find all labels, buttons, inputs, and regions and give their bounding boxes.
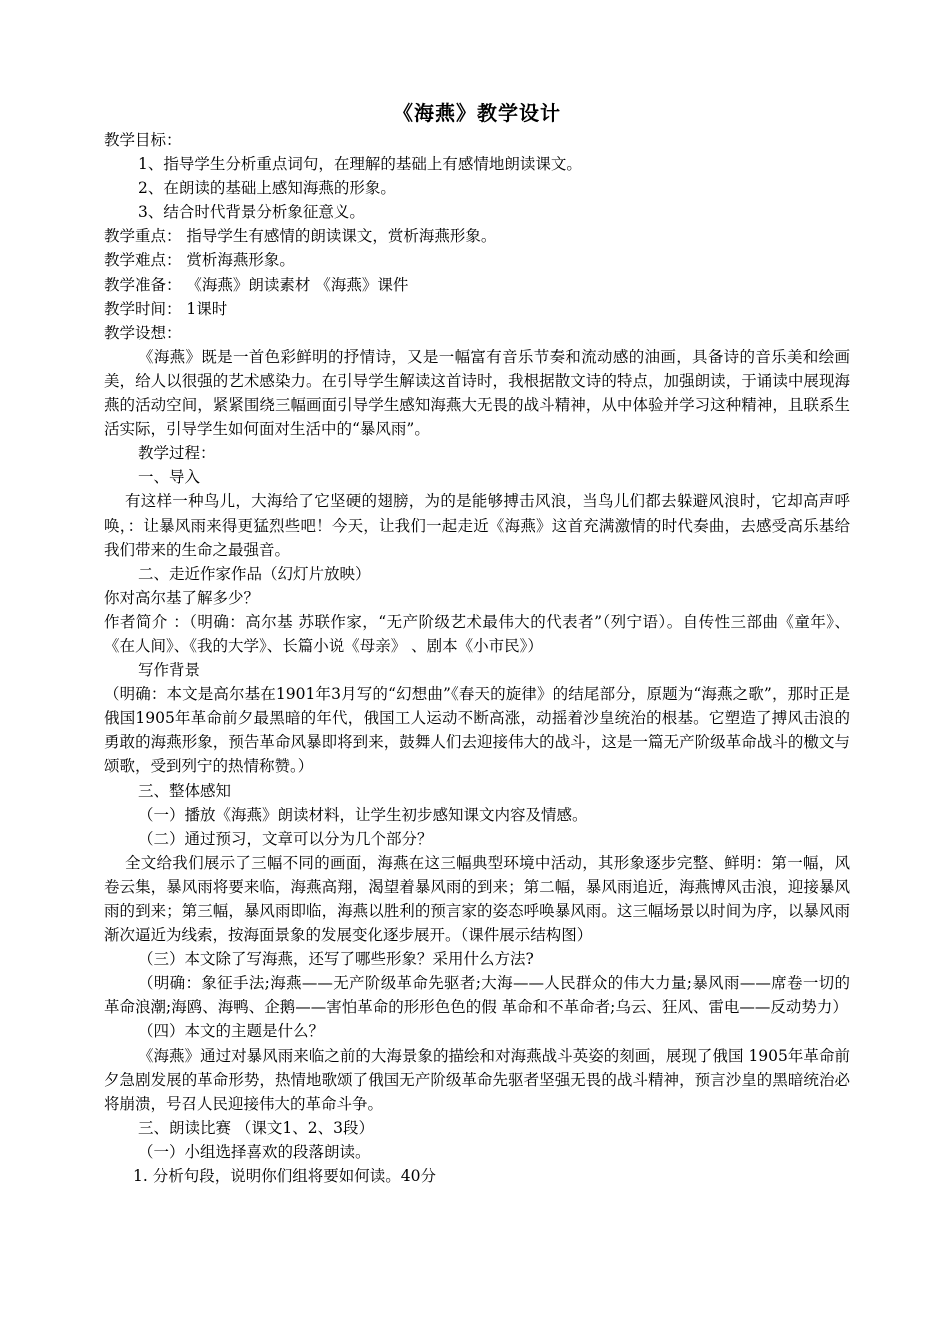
paragraph: （一）小组选择喜欢的段落朗读。 <box>138 1142 371 1161</box>
paragraph: 2、在朗读的基础上感知海燕的形象。 <box>138 179 396 198</box>
paragraph: 教学难点： 赏析海燕形象。 <box>104 251 295 270</box>
paragraph: 1. 分析句段，说明你们组将要如何读。40分 <box>133 1167 436 1186</box>
paragraph: （二）通过预习，文章可以分为几个部分？ <box>138 829 433 848</box>
paragraph: 有这样一种鸟儿，大海给了它坚硬的翅膀，为的是能够搏击风浪，当鸟儿们都去躲避风浪时，它却高声呼唤，：让暴风雨来得更猛烈些吧！今天，让我们一起走近《海燕》这首充满激情的时代奏曲，去感受高乐基给我们带来的生命之最强音。 <box>104 492 850 559</box>
paragraph: （四）本文的主题是什么？ <box>138 1022 325 1041</box>
paragraph: 一、导入 <box>138 468 201 487</box>
paragraph: 写作背景 <box>138 661 201 680</box>
paragraph: 3、结合时代背景分析象征意义。 <box>138 203 365 222</box>
paragraph: （一）播放《海燕》朗读材料，让学生初步感知课文内容及情感。 <box>138 805 588 824</box>
paragraph: 三、朗读比赛 （课文1、2、3段） <box>138 1118 375 1137</box>
paragraph: 教学时间： 1课时 <box>104 299 228 318</box>
paragraph: 教学重点： 指导学生有感情的朗读课文，赏析海燕形象。 <box>104 227 497 246</box>
paragraph: 教学过程： <box>138 444 216 463</box>
document-page <box>104 98 850 1188</box>
paragraph: 教学设想： <box>104 323 182 342</box>
paragraph: 《海燕》既是一首色彩鲜明的抒情诗，又是一幅富有音乐节奏和流动感的油画，具备诗的音乐美和绘画美，给人以很强的艺术感染力。在引导学生解读这首诗时，我根据散文诗的特点，加强朗读，于诵读中展现海燕的活动空间，紧紧围绕三幅画面引导学生感知海燕大无畏的战斗精神，从中体验并学习这种精神，且联系生活实际，引导学生如何面对生活中的“暴风雨”。 <box>104 347 850 439</box>
paragraph: （明确：本文是高尔基在1901年3月写的“幻想曲”《春天的旋律》的结尾部分，原题为“海燕之歌”，那时正是俄国1905年革命前夕最黑暗的年代，俄国工人运动不断高涨，动摇着沙皇统治的根基。它塑造了搏风击浪的勇敢的海燕形象，预告革命风暴即将到来，鼓舞人们去迎接伟大的战斗，这是一篇无产阶级革命战斗的檄文与颂歌，受到列宁的热情称赞。） <box>104 685 850 776</box>
paragraph: 作者简介 ：（明确：高尔基 苏联作家，“无产阶级艺术最伟大的代表者”（列宁语）。自传性三部曲《童年》、《在人间》、《我的大学》、长篇小说《母亲》 、剧本《小市民》） <box>104 612 850 655</box>
document-body <box>104 128 850 1188</box>
page-title: 《海燕》教学设计 <box>393 101 561 125</box>
paragraph: 全文给我们展示了三幅不同的画面，海燕在这三幅典型环境中活动，其形象逐步完整、鲜明：第一幅，风卷云集，暴风雨将要来临，海燕高翔，渴望着暴风雨的到来；第二幅，暴风雨追近，海燕博风击浪，迎接暴风雨的到来；第三幅，暴风雨即临，海燕以胜利的预言家的姿态呼唤暴风雨。这三幅场景以时间为序，以暴风雨渐次逼近为线索，按海面景象的发展变化逐步展开。（课件展示结构图） <box>104 853 850 945</box>
paragraph: 三、整体感知 <box>138 781 232 800</box>
paragraph: 你对高尔基了解多少？ <box>104 588 260 607</box>
paragraph: 《海燕》通过对暴风雨来临之前的大海景象的描绘和对海燕战斗英姿的刻画，展现了俄国 1905年革命前夕急剧发展的革命形势，热情地歌颂了俄国无产阶级革命先驱者坚强无畏的战斗精神，预言沙皇的黑暗统治必将崩溃，号召人民迎接伟大的革命斗争。 <box>104 1046 850 1113</box>
paragraph: （三）本文除了写海燕，还写了哪些形象？采用什么方法? <box>138 950 534 969</box>
paragraph: 二、走近作家作品（幻灯片放映） <box>138 564 371 583</box>
paragraph: 1、指导学生分析重点词句，在理解的基础上有感情地朗读课文。 <box>138 155 582 174</box>
paragraph: 教学目标： <box>104 131 182 149</box>
paragraph: （明确：象征手法;海燕——无产阶级革命先驱者;大海——人民群众的伟大力量;暴风雨——席卷一切的革命浪潮;海鸥、海鸭、企鹅——害怕革命的形形色色的假 革命和不革命者;乌云、狂风、雷电——反动势力） <box>104 974 850 1017</box>
paragraph: 教学准备： 《海燕》朗读素材 《海燕》课件 <box>104 275 409 294</box>
